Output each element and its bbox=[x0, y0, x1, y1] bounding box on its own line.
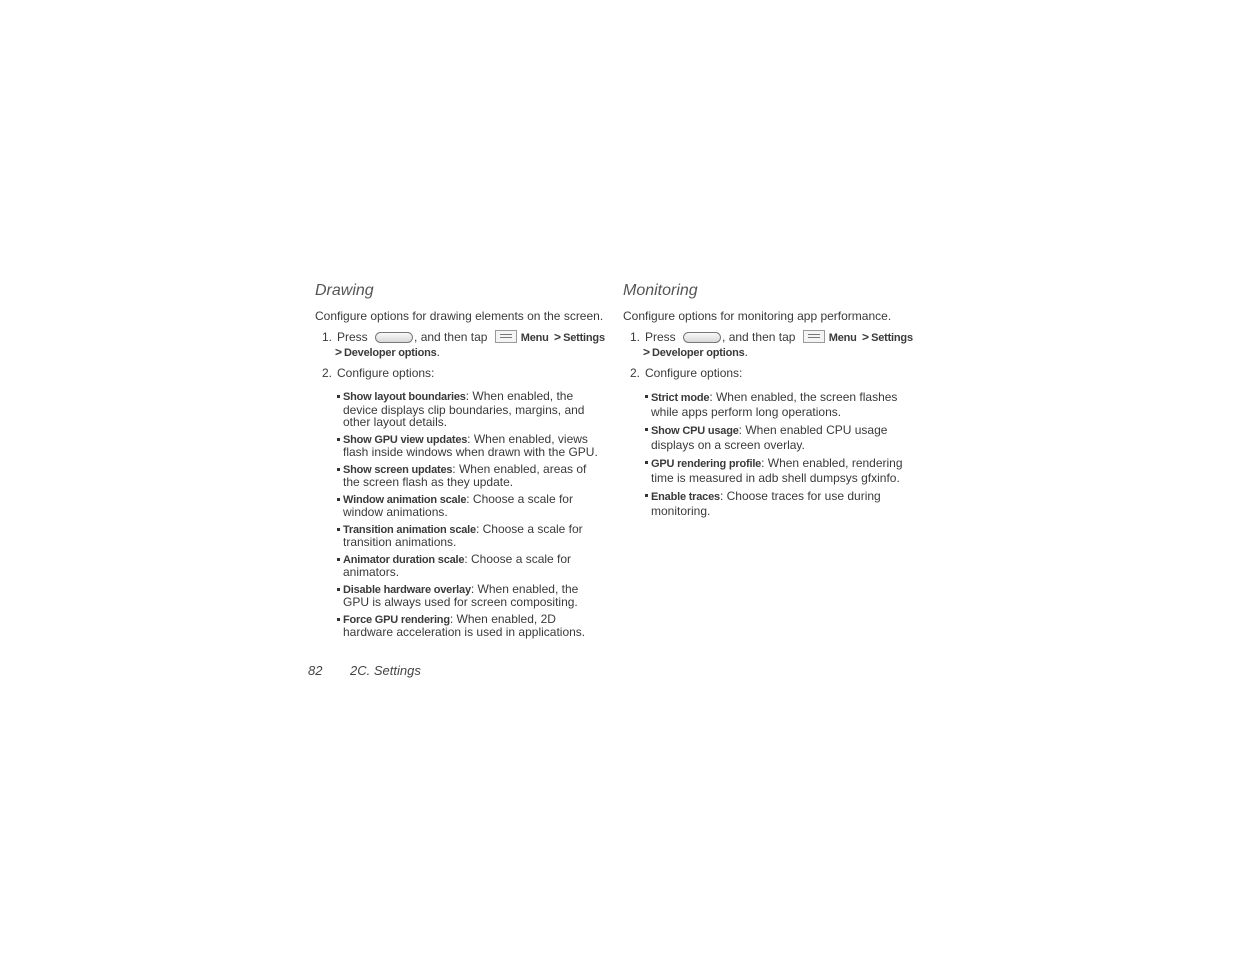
list-item bbox=[645, 423, 913, 452]
period: . bbox=[436, 345, 440, 359]
bullet-icon bbox=[337, 498, 340, 501]
drawing-section bbox=[315, 282, 605, 643]
section-title: Drawing bbox=[315, 282, 374, 299]
step-1-line-2 bbox=[337, 345, 605, 360]
step-2-text: Configure options: bbox=[645, 366, 743, 380]
step-2-text: Configure options: bbox=[337, 366, 435, 380]
bullet-icon bbox=[337, 558, 340, 561]
option-name: Show GPU view updates bbox=[343, 433, 468, 446]
then-tap-text: , and then tap bbox=[722, 330, 796, 344]
chevron-icon: > bbox=[862, 330, 870, 344]
bullet-icon bbox=[337, 468, 340, 471]
step-2 bbox=[315, 366, 605, 380]
option-name: Window animation scale bbox=[343, 493, 467, 506]
chevron-icon: > bbox=[643, 345, 651, 359]
option-name: Show layout boundaries bbox=[343, 391, 466, 403]
developer-options-label: Developer options bbox=[344, 347, 437, 359]
option-name: Show screen updates bbox=[343, 463, 453, 476]
option-name: Force GPU rendering bbox=[343, 613, 450, 626]
press-text: Press bbox=[645, 330, 676, 344]
menu-key-icon bbox=[495, 330, 517, 343]
bullet-icon bbox=[645, 428, 648, 431]
settings-label: Settings bbox=[871, 332, 913, 344]
bullet-icon bbox=[645, 494, 648, 497]
option-desc: : When enabled, the screen flashes while apps perform long operations. bbox=[651, 390, 898, 419]
page-number: 82 bbox=[308, 663, 323, 678]
option-desc: : When enabled, the GPU is always used for screen compositing. bbox=[343, 581, 579, 609]
bullet-icon bbox=[337, 528, 340, 531]
then-tap-text: , and then tap bbox=[414, 330, 488, 344]
menu-key-icon bbox=[803, 330, 825, 343]
press-text: Press bbox=[337, 330, 368, 344]
chevron-icon: > bbox=[335, 345, 343, 359]
bullet-icon bbox=[337, 438, 340, 441]
bullet-icon bbox=[337, 618, 340, 621]
bullet-icon bbox=[337, 588, 340, 591]
option-desc: : Choose a scale for window animations. bbox=[343, 491, 573, 519]
settings-label: Settings bbox=[563, 332, 605, 344]
step-2 bbox=[623, 366, 913, 380]
list-item bbox=[337, 523, 605, 549]
option-desc: : When enabled, areas of the screen flash as they update. bbox=[343, 461, 587, 489]
section-intro: Configure options for drawing elements on the screen. bbox=[315, 309, 604, 323]
option-desc: : When enabled, rendering time is measured in adb shell dumpsys gfxinfo. bbox=[651, 456, 903, 485]
step-1-line-2 bbox=[645, 345, 913, 360]
option-list bbox=[315, 390, 605, 639]
list-item bbox=[645, 456, 913, 485]
option-name: Enable traces bbox=[651, 491, 720, 503]
step-number: 2. bbox=[322, 366, 333, 380]
list-item bbox=[337, 493, 605, 519]
option-name: Strict mode bbox=[651, 392, 710, 404]
option-name: Show CPU usage bbox=[651, 425, 739, 437]
chevron-icon: > bbox=[554, 330, 562, 344]
option-desc: : When enabled, the device displays clip boundaries, margins, and other layout details. bbox=[343, 389, 585, 429]
section-intro: Configure options for monitoring app performance. bbox=[623, 309, 892, 323]
step-number: 1. bbox=[630, 330, 641, 344]
option-desc: : Choose a scale for animators. bbox=[343, 551, 572, 579]
period: . bbox=[744, 345, 748, 359]
bullet-icon bbox=[645, 395, 648, 398]
list-item bbox=[337, 433, 605, 459]
option-desc: : When enabled, 2D hardware acceleration is used in applications. bbox=[343, 611, 586, 639]
option-desc: : When enabled CPU usage displays on a screen overlay. bbox=[651, 423, 888, 452]
option-desc: : When enabled, views flash inside windows when drawn with the GPU. bbox=[343, 431, 598, 459]
home-button-icon bbox=[375, 332, 413, 343]
option-name: Transition animation scale bbox=[343, 523, 476, 536]
list-item bbox=[337, 583, 605, 609]
list-item bbox=[337, 613, 605, 639]
list-item bbox=[337, 553, 605, 579]
list-item bbox=[645, 390, 913, 419]
option-desc: : Choose traces for use during monitoring. bbox=[651, 489, 881, 518]
list-item bbox=[337, 390, 605, 429]
section-title: Monitoring bbox=[623, 282, 698, 299]
bullet-icon bbox=[645, 461, 648, 464]
step-number: 2. bbox=[630, 366, 641, 380]
list-item bbox=[645, 489, 913, 518]
menu-label: Menu bbox=[828, 332, 857, 344]
list-item bbox=[337, 463, 605, 489]
step-1 bbox=[623, 330, 913, 360]
menu-label: Menu bbox=[520, 332, 549, 344]
monitoring-section bbox=[623, 282, 913, 522]
option-name: Animator duration scale bbox=[343, 553, 465, 566]
option-list bbox=[623, 390, 913, 518]
developer-options-label: Developer options bbox=[652, 347, 745, 359]
home-button-icon bbox=[683, 332, 721, 343]
page-footer bbox=[308, 663, 421, 678]
step-number: 1. bbox=[322, 330, 333, 344]
option-name: GPU rendering profile bbox=[651, 458, 762, 470]
section-name: 2C. Settings bbox=[350, 663, 421, 678]
option-desc: : Choose a scale for transition animations. bbox=[343, 521, 583, 549]
step-1 bbox=[315, 330, 605, 360]
bullet-icon bbox=[337, 395, 340, 398]
option-name: Disable hardware overlay bbox=[343, 583, 471, 596]
